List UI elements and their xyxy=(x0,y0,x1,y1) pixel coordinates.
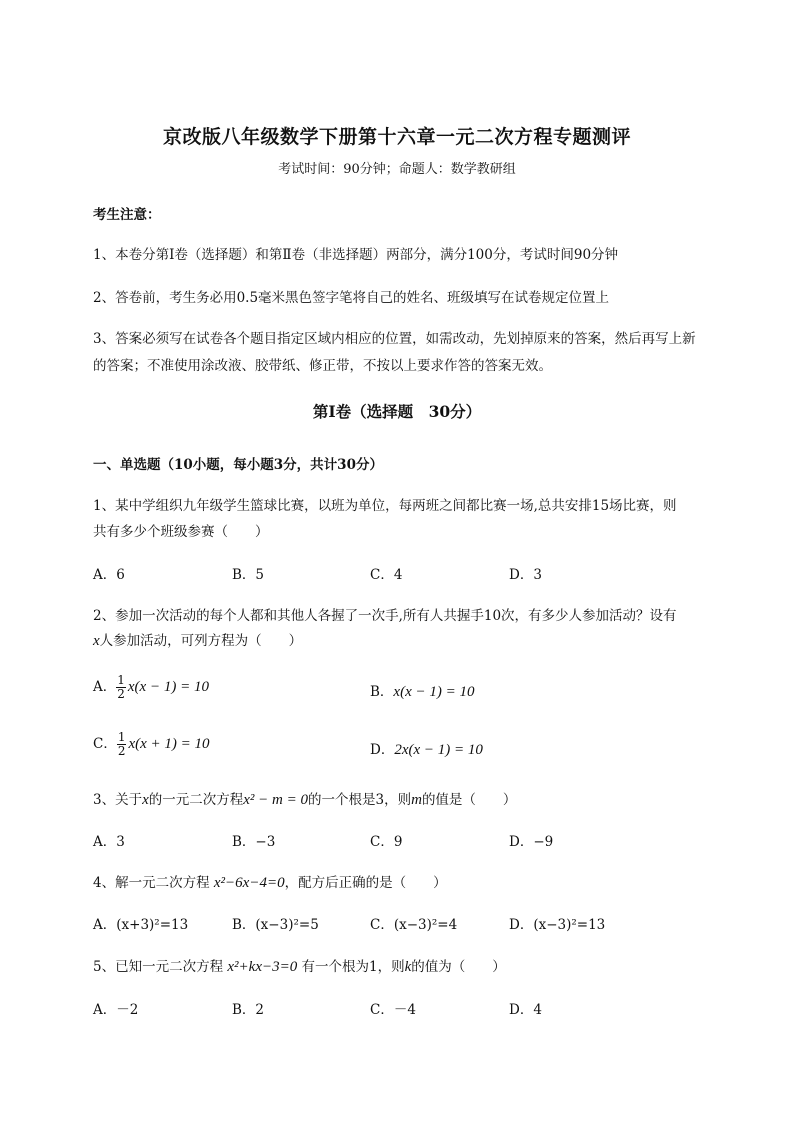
page-title: 京改版八年级数学下册第十六章一元二次方程专题测评 xyxy=(162,126,631,148)
notice-heading: 考生注意： xyxy=(93,207,161,223)
q4-option-c: C．(x−3)²=4 xyxy=(370,917,458,933)
q1-option-d: D．3 xyxy=(509,567,542,583)
q5-option-c: C．－4 xyxy=(370,1002,416,1018)
option-label: C． xyxy=(93,736,117,752)
q2-option-d xyxy=(370,738,483,759)
var-x: x xyxy=(142,792,149,808)
var-x: x xyxy=(93,633,100,649)
q1-option-b: B．5 xyxy=(232,567,265,583)
q1-option-a: A．6 xyxy=(93,567,125,583)
equation: 2x(x − 1) = 10 xyxy=(394,742,483,758)
q4-option-b: B．(x−3)²=5 xyxy=(232,917,319,933)
fraction-half: $\frac{1}{2}$ xyxy=(117,730,126,758)
equation: x² − m = 0 xyxy=(243,792,308,808)
part-heading: 一、单选题（10小题，每小题3分，共计30分） xyxy=(93,457,383,473)
q2-option-a xyxy=(93,674,209,701)
q2-option-b xyxy=(370,680,474,701)
question-4: 4、解一元二次方程 x²−6x−4=0，配方后正确的是（ ） xyxy=(93,875,447,891)
question-1-line-2: 共有多少个班级参赛（ ） xyxy=(93,524,269,540)
var-m: m xyxy=(411,792,422,808)
equation: x(x − 1) = 10 xyxy=(393,684,475,700)
option-label: D． xyxy=(370,742,395,758)
var-k: k xyxy=(404,959,412,975)
q4-option-d: D．(x−3)²=13 xyxy=(509,917,606,933)
option-label: B． xyxy=(370,684,394,700)
fraction-half: $\frac{1}{2}$ xyxy=(117,673,125,701)
q3-option-a: A．3 xyxy=(93,834,125,850)
question-2-line-1: 2、参加一次活动的每个人都和其他人各握了一次手,所有人共握手10次，有多少人参加活动？设有 xyxy=(93,608,677,624)
q5-option-d: D．4 xyxy=(509,1002,542,1018)
question-2-line-2-text: 人参加活动，可列方程为（ ） xyxy=(99,633,303,649)
notice-item-1: 1、本卷分第I卷（选择题）和第Ⅱ卷（非选择题）两部分，满分100分，考试时间90分钟 xyxy=(93,247,619,263)
section-title: 第I卷（选择题 30分） xyxy=(312,402,482,421)
equation: x²+kx−3=0 xyxy=(227,959,298,975)
question-3: 3、关于x的一元二次方程x² − m = 0的一个根是3，则m的值是（ ） xyxy=(93,792,517,808)
q3-option-b: B．−3 xyxy=(232,834,276,850)
equation: x²−6x−4=0 xyxy=(213,875,285,891)
equation: x(x + 1) = 10 xyxy=(128,736,210,752)
q3-option-d: D．−9 xyxy=(509,834,554,850)
q3-option-c: C．9 xyxy=(370,834,403,850)
q2-option-c xyxy=(93,731,210,758)
question-2-line-2 xyxy=(93,629,302,650)
question-5: 5、已知一元二次方程 x²+kx−3=0 有一个根为1，则k的值为（ ） xyxy=(93,959,506,975)
equation: x(x − 1) = 10 xyxy=(127,679,209,695)
question-1-line-1: 1、某中学组织九年级学生篮球比赛，以班为单位，每两班之间都比赛一场,总共安排15场比赛，则 xyxy=(93,498,677,514)
option-label: A． xyxy=(93,679,117,695)
q5-option-a: A．－2 xyxy=(93,1002,139,1018)
q1-option-c: C．4 xyxy=(370,567,403,583)
q4-option-a: A．(x+3)²=13 xyxy=(93,917,189,933)
notice-item-3-cont: 的答案；不准使用涂改液、胶带纸、修正带，不按以上要求作答的答案无效。 xyxy=(93,358,552,374)
notice-item-3: 3、答案必须写在试卷各个题目指定区域内相应的位置，如需改动，先划掉原来的答案，然后再写上新 xyxy=(93,331,696,347)
notice-item-2: 2、答卷前，考生务必用0.5毫米黑色签字笔将自己的姓名、班级填写在试卷规定位置上 xyxy=(93,290,610,306)
q5-option-b: B．2 xyxy=(232,1002,265,1018)
exam-info: 考试时间：90分钟；命题人：数学教研组 xyxy=(278,162,516,177)
